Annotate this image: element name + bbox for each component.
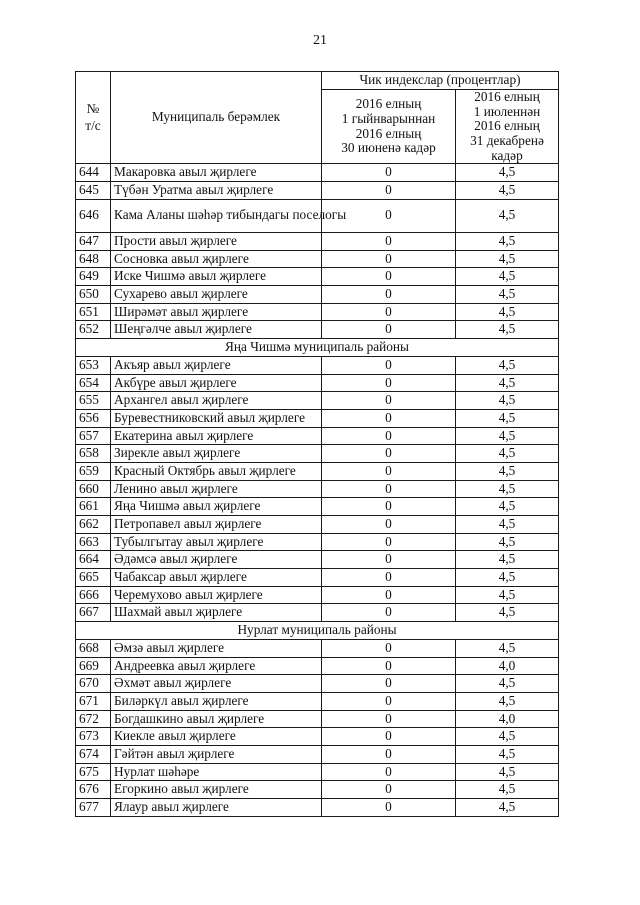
table-row [76,286,559,304]
municipality-name: Екатерина авыл җирлеге [111,427,322,445]
district-row [76,622,559,640]
index-first-half: 0 [322,586,456,604]
index-first-half: 0 [322,356,456,374]
table-row [76,692,559,710]
row-number: 656 [76,409,111,427]
column-header-number [76,72,111,164]
row-number: 662 [76,516,111,534]
row-number: 671 [76,692,111,710]
municipality-name: Петропавел авыл җирлеге [111,516,322,534]
index-first-half: 0 [322,763,456,781]
index-second-half: 4,5 [456,480,559,498]
row-number: 657 [76,427,111,445]
municipality-name: Богдашкино авыл җирлеге [111,710,322,728]
municipality-name: Гәйтән авыл җирлеге [111,745,322,763]
column-header-line: 30 июненә кадәр [341,140,436,156]
index-second-half: 4,5 [456,533,559,551]
index-second-half: 4,5 [456,604,559,622]
index-second-half: 4,5 [456,445,559,463]
table-row [76,710,559,728]
index-first-half: 0 [322,533,456,551]
table-row [76,427,559,445]
limit-index-table [75,71,559,817]
row-number: 658 [76,445,111,463]
municipality-name: Чабаксар авыл җирлеге [111,569,322,587]
row-number: 650 [76,286,111,304]
table-row [76,480,559,498]
table-row [76,181,559,199]
index-second-half: 4,5 [456,286,559,304]
municipality-name: Черемухово авыл җирлеге [111,586,322,604]
index-first-half: 0 [322,604,456,622]
index-second-half: 4,0 [456,710,559,728]
table-row [76,409,559,427]
row-number: 668 [76,639,111,657]
municipality-name: Әдәмсә авыл җирлеге [111,551,322,569]
row-number: 665 [76,569,111,587]
table-row [76,199,559,233]
index-first-half: 0 [322,164,456,182]
index-second-half: 4,5 [456,374,559,392]
column-header-line: кадәр [491,147,523,163]
index-second-half: 4,5 [456,303,559,321]
index-second-half: 4,0 [456,657,559,675]
index-first-half: 0 [322,409,456,427]
row-number: 655 [76,392,111,410]
municipality-name: Шеңгәлче авыл җирлеге [111,321,322,339]
municipality-name: Шахмай авыл җирлеге [111,604,322,622]
municipality-name: Түбән Уратма авыл җирлеге [111,181,322,199]
index-second-half: 4,5 [456,462,559,480]
index-first-half: 0 [322,745,456,763]
index-second-half: 4,5 [456,728,559,746]
index-second-half: 4,5 [456,586,559,604]
table-row [76,639,559,657]
row-number: 647 [76,233,111,251]
row-number: 663 [76,533,111,551]
table-row [76,533,559,551]
index-first-half: 0 [322,462,456,480]
district-row [76,339,559,357]
index-first-half: 0 [322,392,456,410]
row-number: 660 [76,480,111,498]
table-row [76,657,559,675]
index-second-half: 4,5 [456,799,559,817]
table-row [76,763,559,781]
municipality-name: Егоркино авыл җирлеге [111,781,322,799]
district-heading: Нурлат муниципаль районы [76,622,559,640]
row-number: 645 [76,181,111,199]
table-row [76,374,559,392]
index-first-half: 0 [322,498,456,516]
row-number: 659 [76,462,111,480]
municipality-name: Тубылгытау авыл җирлеге [111,533,322,551]
municipality-name: Сосновка авыл җирлеге [111,250,322,268]
table-row [76,675,559,693]
table-row [76,268,559,286]
municipality-name: Ялаур авыл җирлеге [111,799,322,817]
row-number: 646 [76,199,111,233]
column-group-header-limit-indices: Чик индекслар (процентлар) [322,72,559,90]
index-second-half: 4,5 [456,569,559,587]
row-number: 667 [76,604,111,622]
row-number: 675 [76,763,111,781]
table-row [76,445,559,463]
municipality-name: Әхмәт авыл җирлеге [111,675,322,693]
municipality-name: Красный Октябрь авыл җирлеге [111,462,322,480]
table-body [76,164,559,817]
index-first-half: 0 [322,551,456,569]
column-header-line: 31 декабренә [470,132,544,148]
index-first-half: 0 [322,728,456,746]
column-header-period-second-half [456,90,559,164]
municipality-name: Прости авыл җирлеге [111,233,322,251]
municipality-name: Ленино авыл җирлеге [111,480,322,498]
row-number: 666 [76,586,111,604]
column-header-line: 2016 елның [474,118,540,134]
index-first-half: 0 [322,445,456,463]
municipality-name: Нурлат шәһәре [111,763,322,781]
table-row [76,745,559,763]
row-number: 653 [76,356,111,374]
row-number: 674 [76,745,111,763]
index-second-half: 4,5 [456,516,559,534]
municipality-name: Ширәмәт авыл җирлеге [111,303,322,321]
index-second-half: 4,5 [456,551,559,569]
index-second-half: 4,5 [456,409,559,427]
municipality-name: Кама Аланы шәһәр тибындагы поселогы [111,199,322,233]
index-second-half: 4,5 [456,692,559,710]
row-number: 664 [76,551,111,569]
index-first-half: 0 [322,710,456,728]
row-number: 670 [76,675,111,693]
row-number: 652 [76,321,111,339]
index-first-half: 0 [322,268,456,286]
column-header-line: 2016 елның [355,125,422,141]
table-row [76,551,559,569]
column-header-line: 1 гыйнварыннан [341,110,436,126]
table-row [76,250,559,268]
municipality-name: Яңа Чишмә авыл җирлеге [111,498,322,516]
table-row [76,356,559,374]
index-second-half: 4,5 [456,781,559,799]
index-second-half: 4,5 [456,498,559,516]
index-first-half: 0 [322,569,456,587]
index-first-half: 0 [322,692,456,710]
row-number: 673 [76,728,111,746]
index-second-half: 4,5 [456,745,559,763]
index-first-half: 0 [322,303,456,321]
row-number: 651 [76,303,111,321]
index-first-half: 0 [322,286,456,304]
index-first-half: 0 [322,427,456,445]
index-first-half: 0 [322,799,456,817]
table-row [76,321,559,339]
index-first-half: 0 [322,675,456,693]
column-header-line: 1 июленнән [473,103,541,119]
index-first-half: 0 [322,516,456,534]
index-second-half: 4,5 [456,321,559,339]
row-number: 654 [76,374,111,392]
index-second-half: 4,5 [456,763,559,781]
municipality-name: Сухарево авыл җирлеге [111,286,322,304]
column-header-number-label: № т/с [85,100,101,133]
municipality-name: Буревестниковский авыл җирлеге [111,409,322,427]
index-second-half: 4,5 [456,233,559,251]
table-row [76,799,559,817]
table-row [76,462,559,480]
index-first-half: 0 [322,250,456,268]
index-first-half: 0 [322,181,456,199]
row-number: 661 [76,498,111,516]
column-header-line: 2016 елның [474,89,540,104]
column-header-line: 2016 елның [355,96,422,112]
index-second-half: 4,5 [456,164,559,182]
index-second-half: 4,5 [456,268,559,286]
row-number: 677 [76,799,111,817]
index-second-half: 4,5 [456,427,559,445]
table-row [76,781,559,799]
index-second-half: 4,5 [456,250,559,268]
municipality-name: Әмзә авыл җирлеге [111,639,322,657]
municipality-name: Архангел авыл җирлеге [111,392,322,410]
index-first-half: 0 [322,639,456,657]
index-first-half: 0 [322,321,456,339]
table-row [76,569,559,587]
table-row [76,728,559,746]
column-header-period-first-half [322,90,456,164]
index-first-half: 0 [322,374,456,392]
municipality-name: Зирекле авыл җирлеге [111,445,322,463]
row-number: 648 [76,250,111,268]
index-first-half: 0 [322,480,456,498]
table-row [76,604,559,622]
table-row [76,392,559,410]
column-header-municipality: Муниципаль берәмлек [111,72,322,164]
table-row [76,164,559,182]
municipality-name: Акбүре авыл җирлеге [111,374,322,392]
table-row [76,498,559,516]
municipality-name: Биләркүл авыл җирлеге [111,692,322,710]
index-second-half: 4,5 [456,392,559,410]
district-heading: Яңа Чишмә муниципаль районы [76,339,559,357]
municipality-name: Акъяр авыл җирлеге [111,356,322,374]
index-second-half: 4,5 [456,199,559,233]
municipality-name: Макаровка авыл җирлеге [111,164,322,182]
table-row [76,303,559,321]
index-second-half: 4,5 [456,639,559,657]
index-second-half: 4,5 [456,356,559,374]
index-second-half: 4,5 [456,675,559,693]
row-number: 669 [76,657,111,675]
table-row [76,233,559,251]
municipality-name: Андреевка авыл җирлеге [111,657,322,675]
table-row [76,516,559,534]
row-number: 676 [76,781,111,799]
row-number: 644 [76,164,111,182]
page-number: 21 [313,33,327,48]
table-header [76,72,559,164]
table-row [76,586,559,604]
municipality-name: Иске Чишмә авыл җирлеге [111,268,322,286]
index-first-half: 0 [322,781,456,799]
row-number: 672 [76,710,111,728]
index-first-half: 0 [322,657,456,675]
index-second-half: 4,5 [456,181,559,199]
index-first-half: 0 [322,199,456,233]
row-number: 649 [76,268,111,286]
index-first-half: 0 [322,233,456,251]
municipality-name: Киекле авыл җирлеге [111,728,322,746]
